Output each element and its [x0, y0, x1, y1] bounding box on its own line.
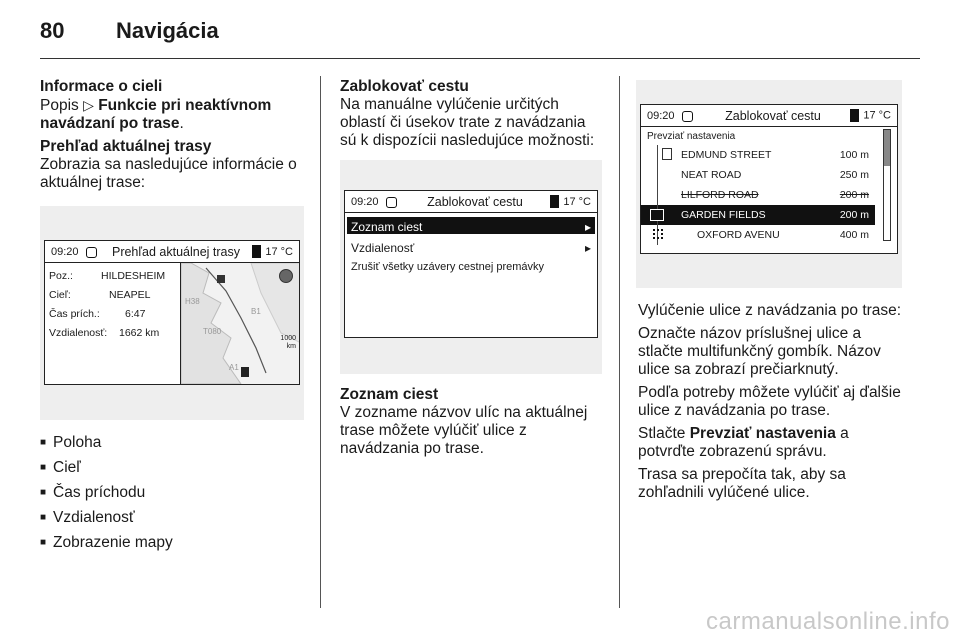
list-item: ■ Poloha	[40, 434, 306, 454]
table-row-selected[interactable]: GARDEN FIELDS 200 m	[641, 205, 875, 225]
paragraph-block-road: Na manuálne vylúčenie určitých oblastí či úsekov trate z navádzania sú k dispozícii nasledujúce možnosti:	[340, 96, 595, 149]
info-row: Cieľ: NEAPEL	[49, 289, 151, 301]
lane-icon	[662, 148, 672, 160]
column-divider-1	[320, 76, 321, 608]
display-status-bar	[45, 241, 299, 263]
map-scale: 1000 km	[280, 335, 296, 350]
menu-item-cancel-all-blocks[interactable]: Zrušiť všetky uzávery cestnej premávky	[351, 261, 545, 273]
accept-settings-option[interactable]: Prevziať nastavenia	[647, 131, 736, 142]
menu-item-road-list[interactable]: Zoznam ciest ▸	[347, 217, 595, 234]
figure-street-list	[636, 80, 902, 288]
display-title: Prehľad aktuálnej trasy	[111, 244, 241, 259]
paragraph-road-list: V zozname názvov ulíc na aktuálnej trase môžete vylúčiť ulice z navádzania po trase.	[340, 404, 588, 457]
section-heading-block-road: Zablokovať cestu	[340, 78, 469, 95]
map-label: A1	[229, 363, 239, 372]
page-header	[40, 18, 219, 48]
accept-settings-label: Prevziať nastavenia	[689, 425, 836, 442]
chevron-right-icon: ▸	[584, 241, 591, 255]
chevron-right-icon: ▸	[584, 220, 591, 234]
page-number: 80	[40, 18, 65, 43]
table-row[interactable]: LILFORD ROAD 200 m	[681, 189, 869, 201]
paragraph-select-street: Označte názov príslušnej ulice a stlačte multifunkčný gombík. Názov ulice sa zobrazí prečiarknutý.	[638, 325, 881, 378]
scrollbar-thumb[interactable]	[884, 130, 890, 166]
section-heading-destination-info: Informace o cieli	[40, 78, 163, 95]
vehicle-position-icon	[217, 275, 225, 283]
paragraph-recalculate: Trasa sa prepočíta tak, aby sa zohľadnili vylúčené ulice.	[638, 466, 846, 501]
route-map	[181, 263, 299, 384]
section-heading-route-overview: Prehľad aktuálnej trasy	[40, 138, 212, 155]
figure-block-road-menu	[340, 160, 602, 374]
paragraph-destination-info	[40, 96, 306, 133]
list-item: ■ Čas príchodu	[40, 484, 306, 504]
watermark: carmanualsonline.info	[706, 608, 950, 635]
temperature: 17 °C	[249, 243, 293, 261]
paragraph-exclude-street: Vylúčenie ulice z navádzania po trase:	[638, 302, 902, 319]
map-label: T080	[203, 327, 222, 336]
header-divider	[40, 58, 920, 59]
info-row: Poz.: HILDESHEIM	[49, 270, 166, 282]
display-title: Zablokovať cestu	[427, 194, 523, 209]
clock-time: 09:20	[51, 245, 79, 258]
paragraph-more-streets: Podľa potreby môžete vylúčiť aj ďalšie ulice z navádzania po trase.	[638, 384, 901, 419]
info-row: Čas prích.: 6:47	[49, 308, 146, 320]
text-prefix: Popis	[40, 97, 84, 114]
display-status-bar	[345, 191, 597, 213]
list-item: ■ Cieľ	[40, 459, 306, 479]
page-title: Navigácia	[116, 18, 219, 43]
clock-icon	[386, 197, 397, 208]
clock-time: 09:20	[351, 195, 379, 208]
clock-icon	[86, 247, 97, 258]
display-route-overview	[44, 240, 300, 385]
display-title: Zablokovať cestu	[725, 108, 821, 123]
column-2	[340, 78, 606, 463]
thermometer-icon	[550, 195, 559, 208]
street-list	[641, 145, 897, 245]
temperature: 17 °C	[847, 109, 891, 122]
map-label: H38	[185, 297, 200, 306]
column-divider-2	[619, 76, 620, 608]
figure-route-overview	[40, 206, 304, 420]
paragraph-route-overview: Zobrazia sa nasledujúce informácie o aktuálnej trase:	[40, 156, 297, 191]
paragraph-accept-settings: Stlačte Prevziať nastavenia a potvrďte zobrazenú správu.	[638, 425, 849, 460]
list-item: ■ Zobrazenie mapy	[40, 534, 306, 554]
thermometer-icon	[850, 109, 859, 122]
column-1	[40, 78, 306, 559]
display-status-bar	[641, 105, 897, 127]
column-3	[638, 302, 902, 507]
list-item: ■ Vzdialenosť	[40, 509, 306, 529]
info-bullet-list	[40, 434, 306, 554]
table-row[interactable]: EDMUND STREET 100 m	[681, 149, 869, 161]
clock-time: 09:20	[647, 109, 675, 122]
route-info-panel	[45, 263, 181, 384]
menu-item-distance[interactable]: Vzdialenosť ▸	[351, 241, 591, 255]
clock-icon	[682, 111, 693, 122]
compass-icon	[279, 269, 293, 283]
junction-icon	[653, 229, 663, 239]
table-row[interactable]: OXFORD AVENU 400 m	[697, 229, 869, 241]
map-label: B1	[251, 307, 261, 316]
display-street-list	[640, 104, 898, 254]
table-row[interactable]: NEAT ROAD 250 m	[681, 169, 869, 181]
destination-flag-icon	[241, 367, 249, 377]
text-suffix: .	[179, 115, 184, 132]
cross-reference-link[interactable]: Funkcie pri neaktívnom navádzaní po trase	[40, 97, 272, 132]
info-row: Vzdialenosť: 1662 km	[49, 327, 160, 339]
temperature: 17 °C	[547, 193, 591, 211]
display-block-road-menu	[344, 190, 598, 338]
thermometer-icon	[252, 245, 261, 258]
block-icon	[650, 209, 664, 221]
arrow-right-icon: ▷	[83, 97, 94, 113]
section-heading-road-list: Zoznam ciest	[340, 386, 439, 403]
